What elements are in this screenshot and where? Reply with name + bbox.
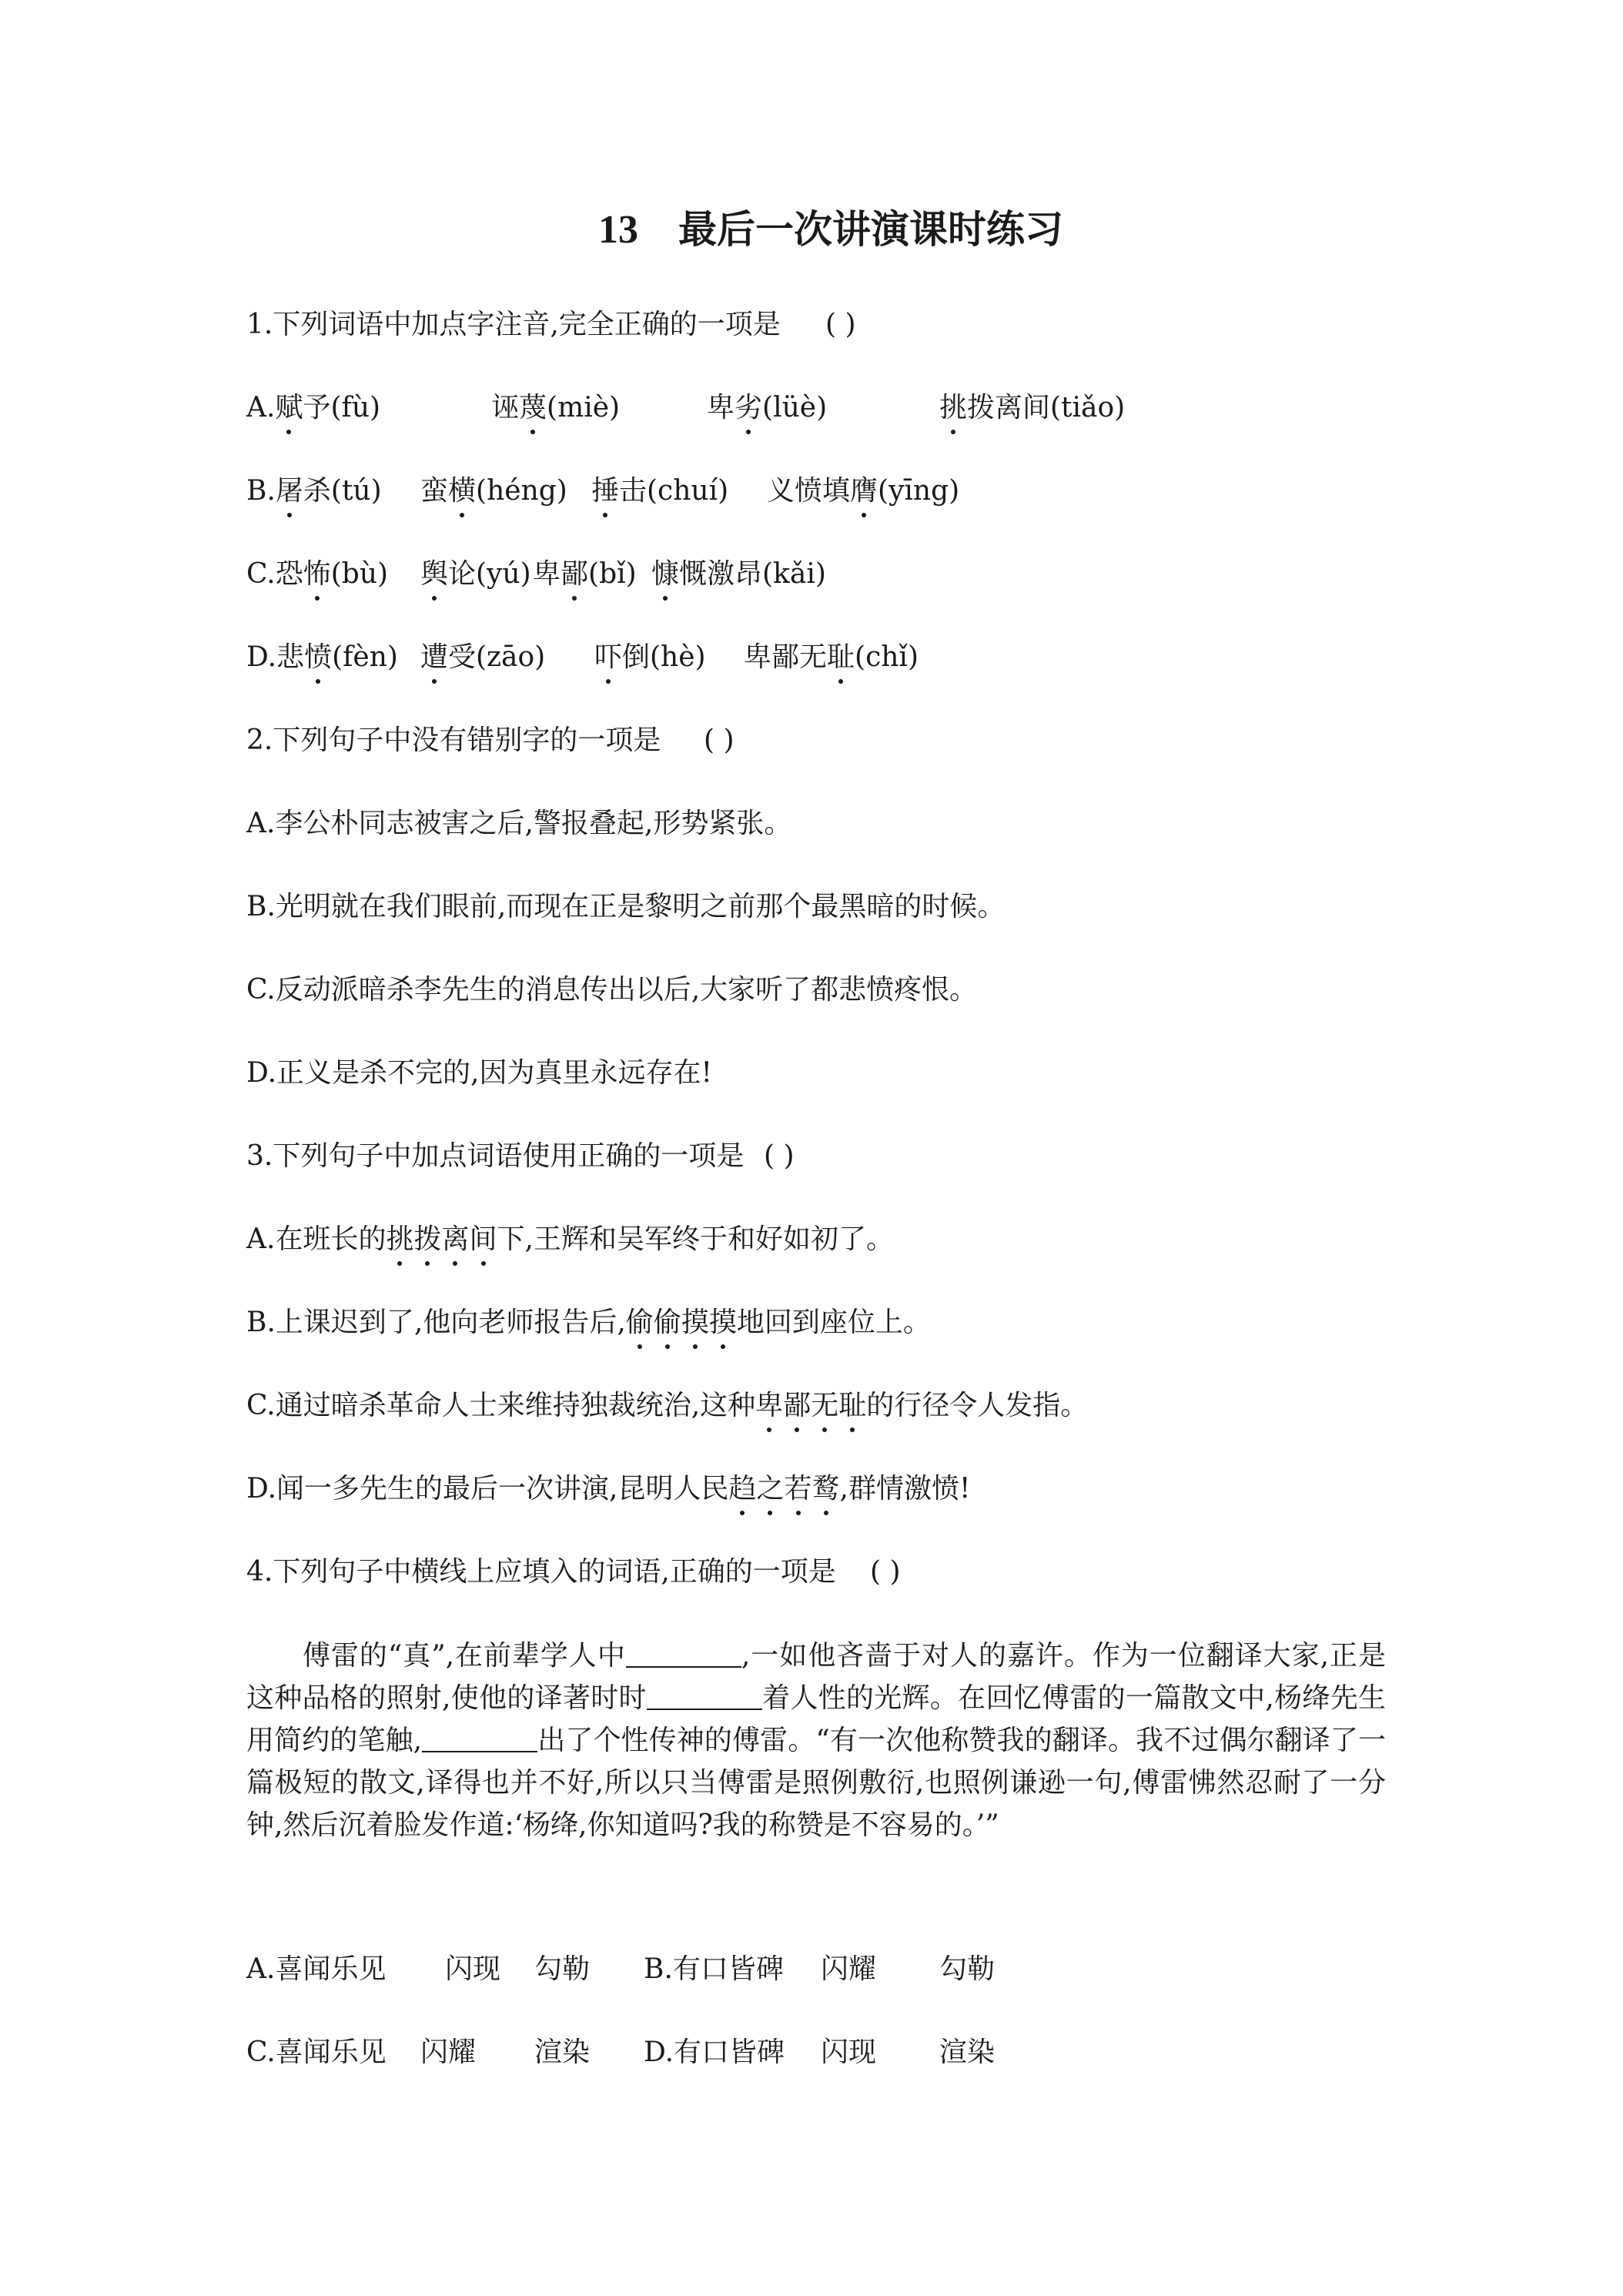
dotted-char: 耻 xyxy=(827,641,855,673)
dotted-char: 卑 xyxy=(755,1390,784,1421)
option-label: C. xyxy=(246,558,276,590)
dotted-char: 离 xyxy=(441,1223,470,1255)
word-suffix: (lüè) xyxy=(762,392,828,423)
word-prefix: 义愤填 xyxy=(767,475,851,507)
word-suffix: (héng) xyxy=(476,475,567,507)
q3-answer-bracket: ( ) xyxy=(764,1140,795,1172)
dotted-char: 之 xyxy=(756,1473,785,1504)
word-suffix: (bù) xyxy=(330,558,389,590)
word-prefix: 悲 xyxy=(276,641,305,673)
q3-option-a xyxy=(246,1223,894,1257)
sentence-prefix: A.在班长的 xyxy=(246,1223,387,1255)
sentence-suffix: 地回到座位上。 xyxy=(736,1307,931,1338)
dotted-char: 捶 xyxy=(591,475,620,507)
dotted-char: 鄙 xyxy=(561,558,589,590)
passage-text: 着人性的光辉。在回忆傅雷的一篇散文中,杨绛先生用简约的笔触, xyxy=(246,1682,1386,1756)
lesson-number: 13 xyxy=(598,208,638,252)
dotted-char: 愤 xyxy=(304,641,333,673)
q2-answer-bracket: ( ) xyxy=(704,725,735,756)
dotted-char: 慷 xyxy=(651,558,680,590)
fill-blank-2[interactable] xyxy=(647,1682,762,1710)
dotted-char: 挑 xyxy=(386,1223,414,1255)
lesson-title: 最后一次讲演课时练习 xyxy=(678,207,1063,252)
dotted-char: 若 xyxy=(784,1473,812,1504)
word-suffix: 击(chuí) xyxy=(619,475,729,507)
q4-option-a-word3: 勾勒 xyxy=(534,1953,591,1985)
sentence-suffix: 的行径令人发指。 xyxy=(866,1390,1089,1421)
option-label: B. xyxy=(246,475,276,507)
word-suffix: (chǐ) xyxy=(855,641,919,673)
dotted-char: 劣 xyxy=(735,392,763,423)
q3-option-b xyxy=(246,1306,931,1340)
q4-passage xyxy=(246,1635,1386,1846)
sentence-suffix: ,群情激愤! xyxy=(839,1473,971,1504)
q4-option-d-word1: D.有口皆碑 xyxy=(644,2037,785,2068)
q4-option-b-word1: B.有口皆碑 xyxy=(644,1953,784,1985)
word-suffix: 倒(hè) xyxy=(622,641,706,673)
fill-blank-3[interactable] xyxy=(422,1725,537,1752)
q4-option-a-word1: A.喜闻乐见 xyxy=(246,1953,387,1985)
sentence-suffix: 下,王辉和吴军终于和好如初了。 xyxy=(497,1223,894,1255)
q4-option-a-word2: 闪现 xyxy=(445,1953,501,1985)
dotted-char: 鄙 xyxy=(783,1390,812,1421)
dotted-char: 膺 xyxy=(850,475,878,507)
sentence-prefix: B.上课迟到了,他向老师报告后, xyxy=(246,1307,626,1338)
word-prefix: 卑 xyxy=(533,558,561,590)
word-suffix: 受(zāo) xyxy=(448,641,546,673)
word-prefix: 诬 xyxy=(491,392,520,423)
q4-stem: 4.下列句子中横线上应填入的词语,正确的一项是 xyxy=(246,1556,836,1588)
q1-answer-bracket: ( ) xyxy=(825,309,856,340)
q2-option-a: A.李公朴同志被害之后,警报叠起,形势紧张。 xyxy=(246,808,792,839)
dotted-char: 怖 xyxy=(303,558,331,590)
dotted-char: 摸 xyxy=(681,1307,709,1338)
dotted-char: 挑 xyxy=(939,392,968,423)
passage-text: 出了个性传神的傅雷。“有一次他称赞我的翻译。我不过偶尔翻译了一篇极短的散文,译得也并不好,所以只当傅雷是照例敷衍,也照例谦逊一句,傅雷怫然忍耐了一分钟,然后沉着脸发作道:‘杨绛,你知道吗?我的称赞是不容易的。’” xyxy=(246,1725,1386,1841)
dotted-char: 摸 xyxy=(708,1307,737,1338)
dotted-char: 趋 xyxy=(728,1473,757,1504)
word-prefix: 卑 xyxy=(707,392,735,423)
dotted-char: 偷 xyxy=(625,1307,654,1338)
word-suffix: 拨离间(tiǎo) xyxy=(967,392,1126,423)
dotted-char: 拨 xyxy=(413,1223,442,1255)
dotted-char: 蔑 xyxy=(519,392,547,423)
q4-option-c-word3: 渲染 xyxy=(534,2037,591,2068)
option-label: A. xyxy=(246,392,276,423)
word-suffix: 杀(tú) xyxy=(303,475,382,507)
q3-option-c xyxy=(246,1389,1088,1423)
dotted-char: 偷 xyxy=(653,1307,681,1338)
word-suffix: (bǐ) xyxy=(588,558,637,590)
word-suffix: (fèn) xyxy=(332,641,398,673)
q4-option-b-word2: 闪耀 xyxy=(821,1953,877,1985)
word-suffix: (yīng) xyxy=(878,475,960,507)
sentence-prefix: D.闻一多先生的最后一次讲演,昆明人民 xyxy=(246,1473,729,1504)
word-suffix: 慨激昂(kǎi) xyxy=(679,558,826,590)
q2-stem: 2.下列句子中没有错别字的一项是 xyxy=(246,725,661,756)
dotted-char: 无 xyxy=(811,1390,839,1421)
q4-answer-bracket: ( ) xyxy=(870,1556,901,1588)
word-suffix: 予(fù) xyxy=(303,392,381,423)
q2-option-d: D.正义是杀不完的,因为真里永远存在! xyxy=(246,1057,712,1089)
dotted-char: 耻 xyxy=(838,1390,867,1421)
q4-option-d-word2: 闪现 xyxy=(821,2037,877,2068)
word-prefix: 卑鄙无 xyxy=(744,641,828,673)
word-prefix: 恐 xyxy=(275,558,303,590)
fill-blank-1[interactable] xyxy=(626,1640,741,1668)
option-label: D. xyxy=(246,641,277,673)
word-suffix: (miè) xyxy=(547,392,621,423)
dotted-char: 鹜 xyxy=(812,1473,840,1504)
q4-option-d-word3: 渲染 xyxy=(939,2037,996,2068)
dotted-char: 间 xyxy=(469,1223,497,1255)
q3-option-d xyxy=(246,1472,970,1506)
q3-stem: 3.下列句子中加点词语使用正确的一项是 xyxy=(246,1140,745,1172)
dotted-char: 横 xyxy=(448,475,477,507)
q1-stem: 1.下列词语中加点字注音,完全正确的一项是 xyxy=(246,309,781,340)
word-prefix: 蛮 xyxy=(420,475,449,507)
q2-option-c: C.反动派暗杀李先生的消息传出以后,大家听了都悲愤疼恨。 xyxy=(246,974,978,1006)
word-suffix: 论(yú) xyxy=(448,558,531,590)
page-title xyxy=(0,199,1623,254)
dotted-char: 舆 xyxy=(420,558,449,590)
passage-text: 傅雷的“真”,在前辈学人中 xyxy=(302,1640,626,1672)
q4-option-c-word2: 闪耀 xyxy=(420,2037,477,2068)
q4-option-b-word3: 勾勒 xyxy=(939,1953,996,1985)
dotted-char: 吓 xyxy=(594,641,623,673)
dotted-char: 赋 xyxy=(275,392,303,423)
dotted-char: 遭 xyxy=(420,641,449,673)
dotted-char: 屠 xyxy=(275,475,303,507)
q2-option-b: B.光明就在我们眼前,而现在正是黎明之前那个最黑暗的时候。 xyxy=(246,891,1006,922)
q4-option-c-word1: C.喜闻乐见 xyxy=(246,2037,387,2068)
passage-text: ,一如他吝啬于对人的嘉许。作为一位翻译大家,正是这种品格的照射,使他的译著时时 xyxy=(246,1640,1386,1714)
sentence-prefix: C.通过暗杀革命人士来维持独裁统治,这种 xyxy=(246,1390,756,1421)
